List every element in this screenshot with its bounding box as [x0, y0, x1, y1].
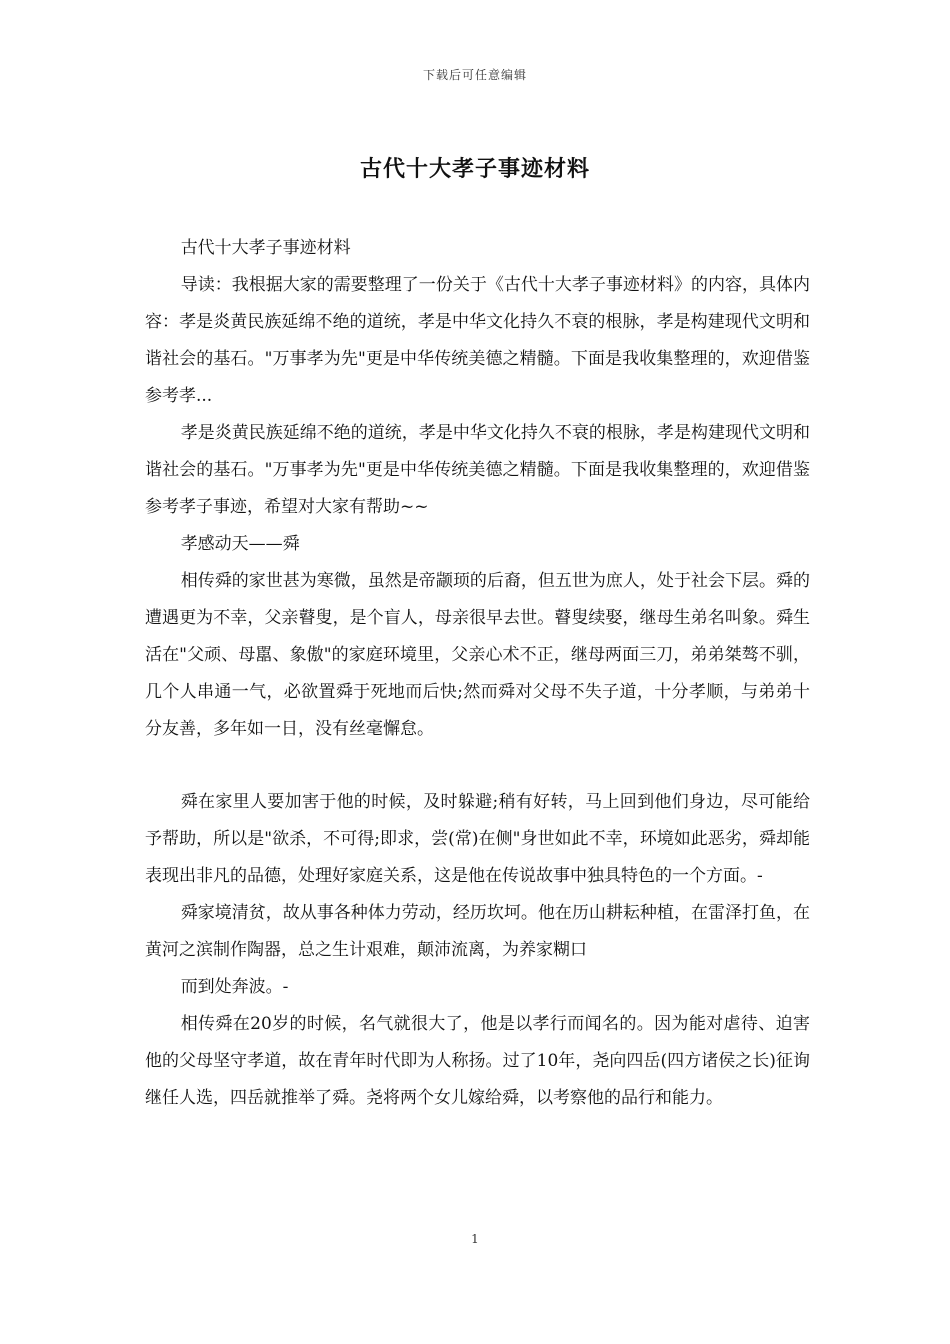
paragraph-shun-family: 相传舜的家世甚为寒微，虽然是帝颛顼的后裔，但五世为庶人，处于社会下层。舜的遭遇更为不幸，父亲瞽叟，是个盲人，母亲很早去世。瞽叟续娶，继母生弟名叫象。舜生活在"父顽、母嚚、象傲"的家庭环境里，父亲心术不正，继母两面三刀，弟弟桀骜不驯，几个人串通一气，必欲置舜于死地而后快;然而舜对父母不失子道，十分孝顺，与弟弟十分友善，多年如一日，没有丝毫懈怠。 [145, 571, 810, 739]
paragraph-shun-avoidance: 舜在家里人要加害于他的时候，及时躲避;稍有好转，马上回到他们身边，尽可能给予帮助，所以是"欲杀，不可得;即求，尝(常)在侧"身世如此不幸，环境如此恶劣，舜却能表现出非凡的品德，处理好家庭关系，这是他在传说故事中独具特色的一个方面。- [145, 792, 810, 886]
paragraph-filial-piety: 孝是炎黄民族延绵不绝的道统，孝是中华文化持久不衰的根脉，孝是构建现代文明和谐社会的基石。"万事孝为先"更是中华传统美德之精髓。下面是我收集整理的，欢迎借鉴参考孝子事迹，希望对大家有帮助~~ [145, 423, 810, 517]
document-body [145, 230, 810, 1117]
paragraph-shun-labor-cont: 而到处奔波。- [180, 977, 289, 997]
page-header-note: 下载后可任意编辑 [422, 68, 527, 82]
paragraph-shun-reputation: 相传舜在20岁的时候，名气就很大了，他是以孝行而闻名的。因为能对虐待、迫害他的父母坚守孝道，故在青年时代即为人称扬。过了10年，尧向四岳(四方诸侯之长)征询继任人选，四岳就推举了舜。尧将两个女儿嫁给舜，以考察他的品行和能力。 [145, 1014, 810, 1108]
section-heading-shun: 孝感动天——舜 [180, 534, 300, 554]
page-number: 1 [471, 1232, 479, 1246]
paragraph-subtitle: 古代十大孝子事迹材料 [180, 238, 351, 258]
paragraph-intro: 导读：我根据大家的需要整理了一份关于《古代十大孝子事迹材料》的内容，具体内容：孝是炎黄民族延绵不绝的道统，孝是中华文化持久不衰的根脉，孝是构建现代文明和谐社会的基石。"万事孝为先"更是中华传统美德之精髓。下面是我收集整理的，欢迎借鉴参考孝... [145, 275, 810, 406]
paragraph-shun-labor: 舜家境清贫，故从事各种体力劳动，经历坎坷。他在历山耕耘种植，在雷泽打鱼，在黄河之滨制作陶器，总之生计艰难，颠沛流离，为养家糊口 [145, 903, 810, 960]
document-title: 古代十大孝子事迹材料 [359, 156, 590, 182]
